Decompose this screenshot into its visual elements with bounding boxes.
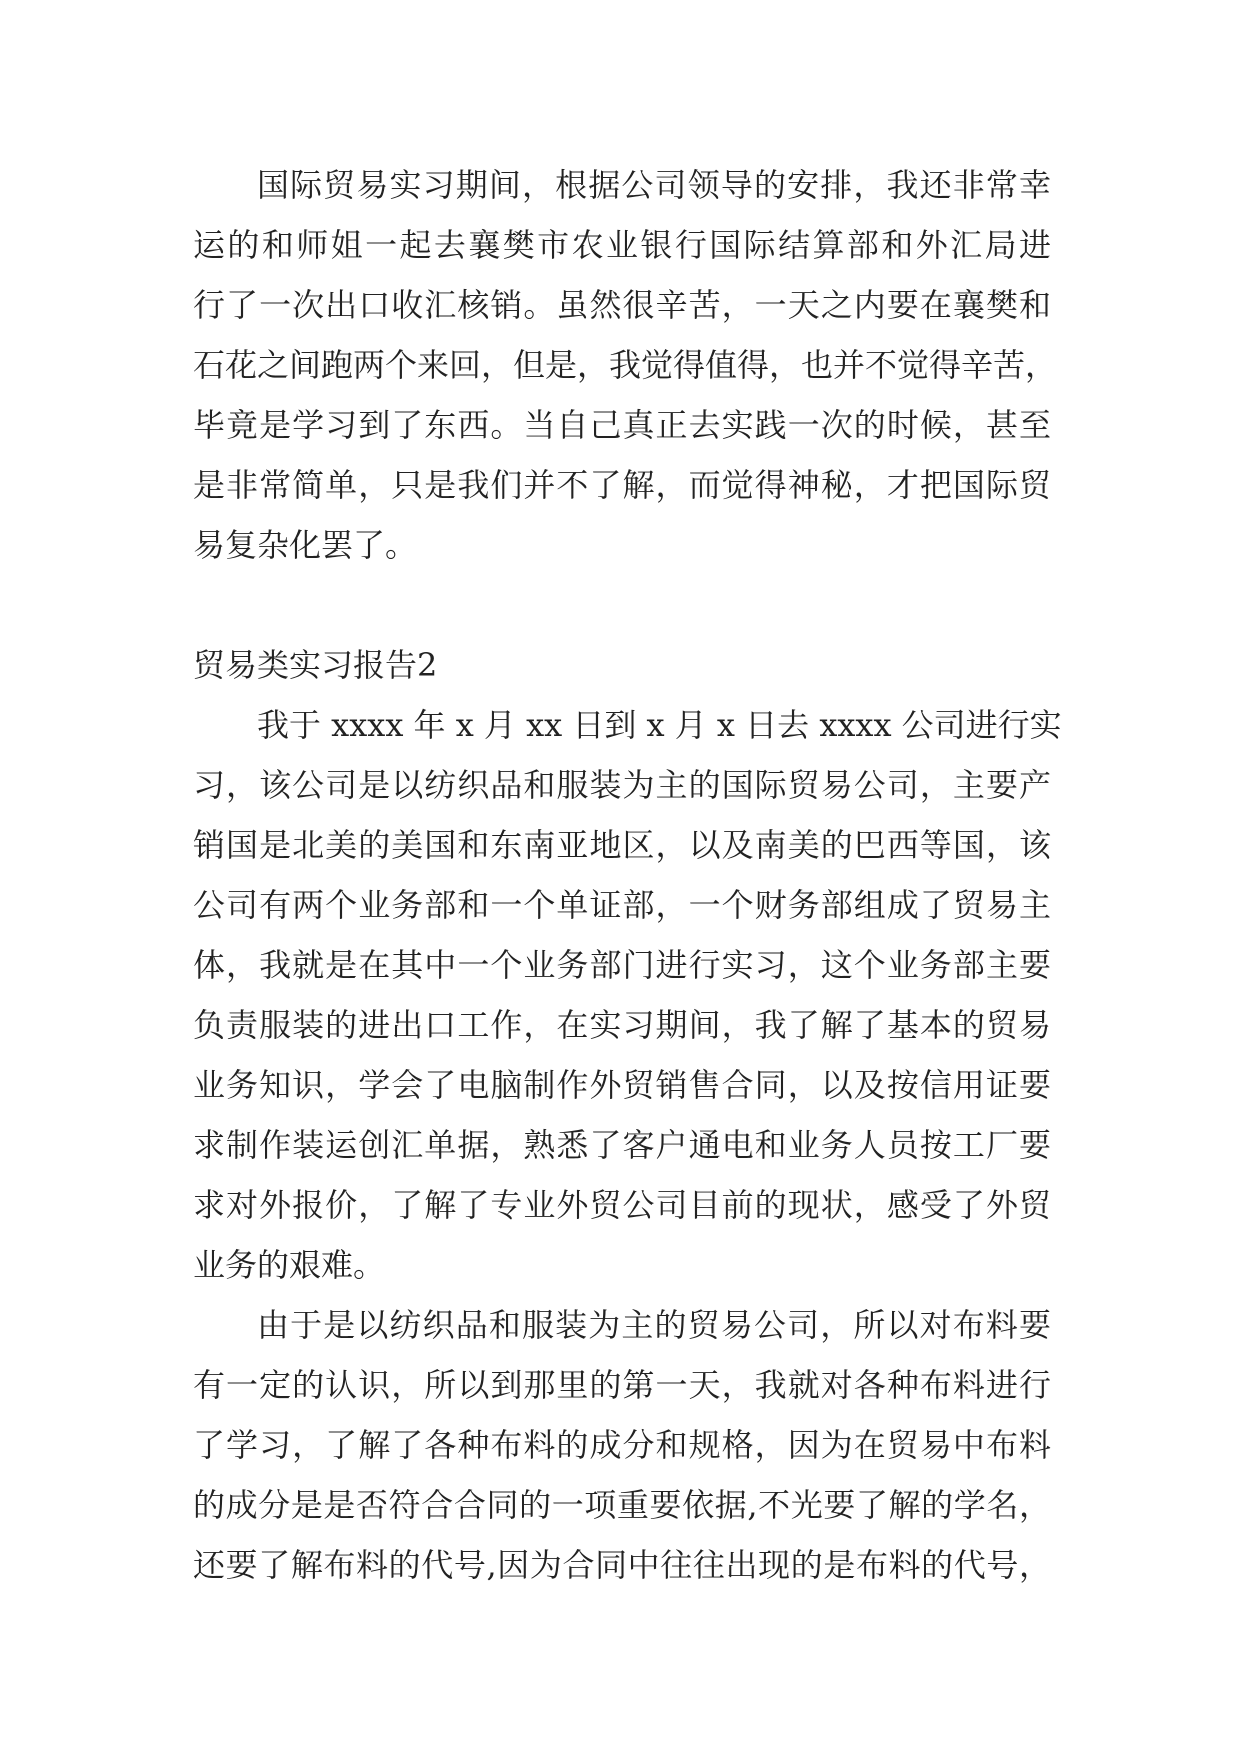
paragraph-spacer (193, 575, 1051, 635)
paragraph-line: 行了一次出口收汇核销。虽然很辛苦，一天之内要在襄樊和 (193, 286, 1051, 324)
paragraph-line: 的成分是是否符合合同的一项重要依据,不光要了解的学名， (193, 1486, 1051, 1524)
paragraph-company-intro (193, 695, 1062, 1295)
paragraph-line: 业务知识，学会了电脑制作外贸销售合同，以及按信用证要 (193, 1066, 1051, 1104)
paragraph-line: 习，该公司是以纺织品和服装为主的国际贸易公司，主要产 (193, 766, 1051, 804)
paragraph-line: 由于是以纺织品和服装为主的贸易公司，所以对布料要 (257, 1306, 1051, 1344)
document-body (193, 155, 1062, 1595)
paragraph-internship-period (193, 155, 1058, 575)
section-heading: 贸易类实习报告2 (193, 646, 438, 684)
paragraph-line: 公司有两个业务部和一个单证部，一个财务部组成了贸易主 (193, 886, 1051, 924)
paragraph-line: 易复杂化罢了。 (193, 526, 418, 564)
paragraph-line: 还要了解布料的代号,因为合同中往往出现的是布料的代号， (193, 1546, 1051, 1584)
paragraph-line: 我于 xxxx 年 x 月 xx 日到 x 月 x 日去 xxxx 公司进行实 (257, 706, 1062, 744)
paragraph-line: 毕竟是学习到了东西。当自己真正去实践一次的时候，甚至 (193, 406, 1051, 444)
paragraph-line: 有一定的认识，所以到那里的第一天，我就对各种布料进行 (193, 1366, 1051, 1404)
paragraph-line: 体，我就是在其中一个业务部门进行实习，这个业务部主要 (193, 946, 1051, 984)
paragraph-line: 运的和师姐一起去襄樊市农业银行国际结算部和外汇局进 (193, 226, 1051, 264)
paragraph-line: 负责服装的进出口工作，在实习期间，我了解了基本的贸易 (193, 1006, 1051, 1044)
paragraph-line: 石花之间跑两个来回，但是，我觉得值得，也并不觉得辛苦， (193, 346, 1058, 384)
paragraph-line: 了学习，了解了各种布料的成分和规格，因为在贸易中布料 (193, 1426, 1051, 1464)
paragraph-line: 业务的艰难。 (193, 1246, 386, 1284)
paragraph-line: 求对外报价，了解了专业外贸公司目前的现状，感受了外贸 (193, 1186, 1051, 1224)
paragraph-line: 国际贸易实习期间，根据公司领导的安排，我还非常幸 (257, 166, 1051, 204)
paragraph-line: 求制作装运创汇单据，熟悉了客户通电和业务人员按工厂要 (193, 1126, 1051, 1164)
paragraph-fabric-study (193, 1295, 1051, 1595)
paragraph-line: 销国是北美的美国和东南亚地区，以及南美的巴西等国，该 (193, 826, 1051, 864)
paragraph-line: 是非常简单，只是我们并不了解，而觉得神秘，才把国际贸 (193, 466, 1051, 504)
